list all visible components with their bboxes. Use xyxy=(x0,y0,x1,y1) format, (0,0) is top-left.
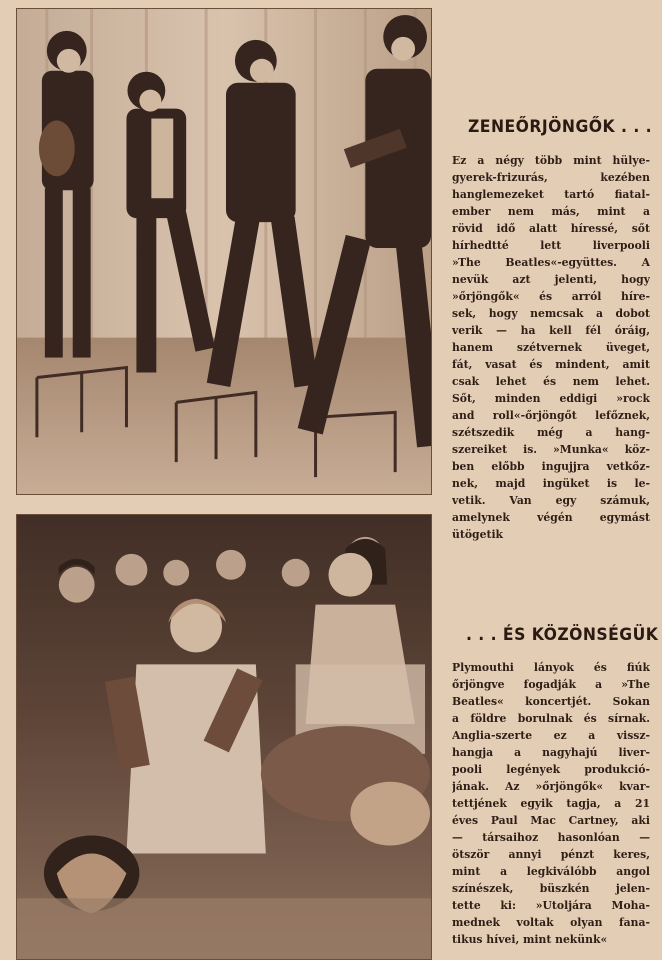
article-2-heading: . . . ÉS KÖZÖNSÉGÜK xyxy=(466,625,659,645)
text-line: »őrjöngők« és arról híre- xyxy=(452,290,650,303)
text-line: mint a legkiválóbb angol xyxy=(452,865,650,878)
text-line: pooli legények produkció- xyxy=(452,763,650,776)
text-line: Beatles« koncertjét. Sokan xyxy=(452,695,650,708)
text-line: nevük azt jelenti, hogy xyxy=(452,273,650,286)
text-line: Sőt, minden eddigi »rock xyxy=(452,392,650,405)
text-line: Anglia-szerte ez a vissz- xyxy=(452,729,650,742)
text-line: ütögetik xyxy=(452,528,504,541)
text-line: tette ki: »Utoljára Moha- xyxy=(452,899,650,912)
text-line: tettjének egyik tagja, a 21 xyxy=(452,797,650,810)
text-line: szétszedik még a hang- xyxy=(452,426,650,439)
text-line: jának. Az »őrjöngők« kvar- xyxy=(452,780,650,793)
article-1-body xyxy=(452,152,650,543)
text-line: csak lehet és nem lehet. xyxy=(452,375,650,388)
text-line: hanglemezeket tartó fiatal- xyxy=(452,188,650,201)
text-line: ember nem más, mint a xyxy=(452,205,650,218)
text-line: »The Beatles«-együttes. A xyxy=(452,256,650,269)
text-line: fát, vasat és mindent, amit xyxy=(452,358,650,371)
text-line: gyerek-frizurás, kezében xyxy=(452,171,650,184)
text-line: Plymouthi lányok és fiúk xyxy=(452,661,650,674)
text-line: Ez a négy több mint hülye- xyxy=(452,154,650,167)
text-line: hírhedtté lett liverpooli xyxy=(452,239,650,252)
text-line: sek, hogy nemcsak a dobot xyxy=(452,307,650,320)
text-line: éves Paul Mac Cartney, aki xyxy=(452,814,650,827)
article-2-body xyxy=(452,659,650,948)
text-line: őrjöngve fogadják a »The xyxy=(452,678,650,691)
text-line: rövid idő alatt híressé, sőt xyxy=(452,222,650,235)
article-1-heading: ZENEŐRJÖNGŐK . . . xyxy=(468,117,653,137)
text-line: vetik. Van egy számuk, xyxy=(452,494,650,507)
text-line: verik — ha kell fél óráig, xyxy=(452,324,650,337)
text-line: — társaihoz hasonlóan — xyxy=(452,831,650,844)
text-line: szereiket is. »Munka« köz- xyxy=(452,443,650,456)
text-line: ben előbb ingujjra vetkőz- xyxy=(452,460,650,473)
text-line: hangja a nagyhajú liver- xyxy=(452,746,650,759)
text-line: színészek, büszkén jelen- xyxy=(452,882,650,895)
text-line: mednek voltak olyan fana- xyxy=(452,916,650,929)
text-line: and roll«-őrjöngőt lefőznek, xyxy=(452,409,650,422)
text-line: a földre borulnak és sírnak. xyxy=(452,712,650,725)
text-line: tikus hívei, mint nekünk« xyxy=(452,933,608,946)
text-line: ötször annyi pénzt keres, xyxy=(452,848,650,861)
text-line: amelynek végén egymást xyxy=(452,511,650,524)
text-line: hanem szétvernek üveget, xyxy=(452,341,650,354)
text-line: nek, majd ingüket is le- xyxy=(452,477,650,490)
audience-photo xyxy=(16,514,432,960)
band-photo xyxy=(16,8,432,495)
